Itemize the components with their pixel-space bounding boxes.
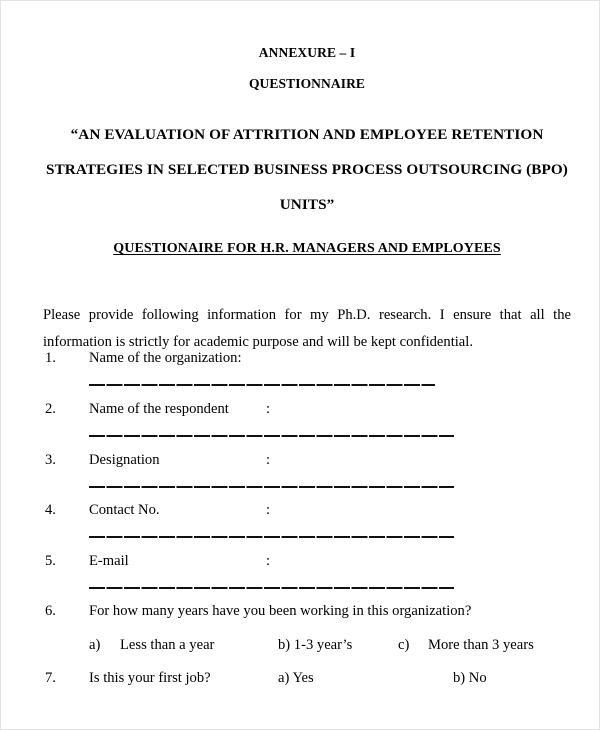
question-text: For how many years have you been working in this organization? [89,603,472,619]
question-text: Name of the respondent [89,401,229,417]
study-title-line-3: UNITS” [279,196,335,213]
annexure-heading: ANNEXURE – I [258,45,356,60]
question-text: E-mail [89,553,129,569]
option-c-label[interactable]: c) [398,637,410,653]
question-text: Designation [89,452,160,468]
question-text: Name of the organization: [89,350,242,366]
question-number: 7. [45,670,56,686]
document-content [43,1,571,730]
intro-paragraph: Please provide following information for my Ph.D. research. I ensure that all the information is strictly for academic purpose and will be kept confidential. [43,306,571,350]
question-colon: : [266,401,271,417]
option-a-text[interactable]: Less than a year [120,637,215,653]
answer-blank-line[interactable] [89,587,454,589]
question-colon: : [266,553,271,569]
question-colon: : [266,502,271,518]
questionnaire-subtitle-heading: QUESTIONAIRE FOR H.R. MANAGERS AND EMPLOYEES [113,241,501,256]
answer-blank-line[interactable] [89,435,454,437]
option-b-text[interactable]: b) 1-3 year’s [278,637,353,653]
question-text: Is this your first job? [89,670,211,686]
question-number: 2. [45,401,56,417]
question-number: 6. [45,603,56,619]
answer-blank-line[interactable] [89,486,454,488]
study-title-line-1: “AN EVALUATION OF ATTRITION AND EMPLOYEE RETENTION [70,126,544,143]
option-a-text[interactable]: a) Yes [278,670,314,686]
question-text: Contact No. [89,502,160,518]
question-number: 5. [45,553,56,569]
study-title-line-2: STRATEGIES IN SELECTED BUSINESS PROCESS OUTSOURCING (BPO) [46,161,568,178]
option-c-text[interactable]: More than 3 years [428,637,534,653]
question-number: 4. [45,502,56,518]
answer-blank-line[interactable] [89,384,435,386]
answer-blank-line[interactable] [89,536,454,538]
questionnaire-heading: QUESTIONNAIRE [248,76,366,91]
question-number: 1. [45,350,56,366]
question-colon: : [266,452,271,468]
option-b-text[interactable]: b) No [453,670,487,686]
question-number: 3. [45,452,56,468]
option-a-label[interactable]: a) [89,637,101,653]
